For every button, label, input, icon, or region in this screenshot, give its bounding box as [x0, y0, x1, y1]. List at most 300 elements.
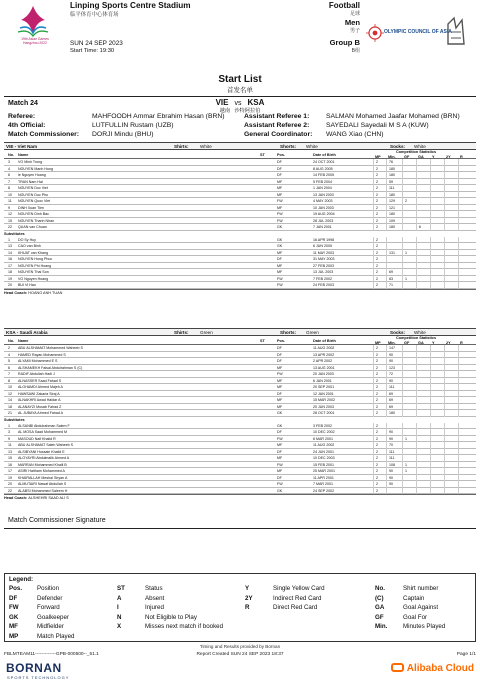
stat-mp: 2: [373, 263, 387, 270]
col-y: Y: [432, 341, 435, 345]
player-number: 11: [8, 443, 12, 447]
home-team-code: VIE: [215, 98, 229, 107]
player-position: DF: [277, 359, 282, 363]
legend-text: Midfielder: [37, 623, 64, 631]
player-name: ALSANBI Abdulrahman Salem F: [18, 423, 70, 428]
player-dob: 7 FEB 2002: [313, 276, 332, 281]
start-time: Start Time: 19:30: [70, 48, 115, 54]
asian-games-caption: 19th Asian Games Hangzhou 2022: [21, 37, 49, 45]
player-number: 6: [8, 365, 10, 370]
player-dob: 10 JAN 2003: [313, 205, 334, 210]
legend-code: 2Y: [245, 594, 253, 602]
player-name: TRAN Nam Hai: [18, 179, 43, 184]
player-number: 18: [8, 404, 12, 409]
stat-2y: [444, 488, 458, 495]
player-position: MF: [277, 205, 283, 210]
stat-mp: 2: [373, 410, 387, 417]
player-position: DF: [277, 430, 282, 434]
player-name: DO Sy Huy: [18, 237, 36, 242]
shorts-value: Green: [306, 330, 319, 335]
shorts-value: White: [306, 144, 318, 149]
player-position: DF: [277, 475, 282, 480]
stat-mp: 2: [373, 468, 387, 475]
player-position: MF: [277, 469, 283, 473]
player-number: 9: [8, 436, 10, 441]
shorts-label: Shorts:: [280, 144, 297, 149]
player-number: 15: [8, 456, 12, 460]
stat-mp: 2: [373, 166, 387, 173]
player-position: GK: [277, 423, 283, 428]
player-position: GK: [277, 237, 283, 242]
legend-item: [9, 585, 59, 592]
legend-code: No.: [375, 585, 385, 592]
legend-item: [117, 623, 223, 630]
player-number: 21: [8, 411, 12, 415]
player-number: 12: [8, 212, 12, 216]
match-commissioner-value: DORJI Mindu (BHU): [92, 131, 154, 138]
legend-text: Not Eligible to Play: [145, 613, 197, 621]
stat-mp: 2: [373, 185, 387, 192]
player-dob: 3 FEB 2002: [313, 423, 332, 428]
stat-mp: 2: [373, 243, 387, 250]
page-number: Page 1/1: [456, 652, 476, 657]
player-row: [4, 410, 476, 417]
player-dob: 13 APR 2002: [313, 352, 335, 357]
player-name: ALGHAMDI Ahmed Majeh A: [18, 385, 63, 389]
player-position: MF: [277, 378, 283, 383]
col-r: R: [460, 341, 463, 345]
legend-code: FW: [9, 604, 19, 612]
col-gf: GF: [404, 341, 410, 345]
stat-mp: 2: [373, 481, 387, 488]
player-dob: 6 JUN 2005: [313, 244, 332, 248]
legend-code: GF: [375, 613, 384, 621]
alibaba-cloud-logo: [391, 663, 474, 674]
legend-code: N: [117, 613, 122, 621]
stat-min: 69: [386, 391, 400, 398]
stat-min: 111: [386, 185, 400, 192]
player-position: MF: [277, 456, 283, 460]
team-title: KSA - Saudi Arabia: [6, 330, 48, 335]
legend-item: [117, 604, 164, 611]
shirts-label: Shirts:: [174, 144, 189, 149]
col-name: Name: [18, 339, 29, 343]
stat-mp: 2: [373, 192, 387, 199]
vs-label: vs: [234, 100, 242, 107]
player-name: ASIRI Haitham Mohammed A: [18, 469, 65, 473]
player-position: FW: [277, 199, 283, 203]
player-position: DF: [277, 166, 282, 171]
player-number: 1: [8, 237, 10, 242]
legend-text: Defender: [37, 594, 63, 602]
player-number: 3: [8, 160, 10, 164]
head-coach: [4, 494, 476, 501]
player-number: 22: [8, 225, 12, 229]
col-min: Min.: [388, 155, 396, 159]
stat-r: [458, 410, 472, 417]
legend-code: Y: [245, 585, 250, 592]
player-dob: 28 JUL 2003: [313, 218, 334, 223]
head-coach-name: HOANG ANH TUAN: [28, 290, 63, 295]
player-number: 8: [8, 186, 10, 190]
stat-min: 111: [386, 384, 400, 391]
legend-code: Pos.: [9, 585, 23, 592]
player-dob: 25 MAR 2001: [313, 469, 335, 473]
legend-item: [117, 614, 197, 621]
player-name: HAWSAWI Zakaria Siraj A: [18, 391, 60, 396]
stat-min: 111: [386, 449, 400, 456]
head-coach-label: Head Coach:: [4, 496, 28, 500]
stat-mp: 2: [373, 211, 387, 218]
player-name: ALANAYZI Musab Fahad Z: [18, 404, 62, 409]
teams-heading: [0, 98, 480, 107]
legend-text: Indirect Red Card: [273, 594, 322, 602]
column-header: [4, 150, 476, 159]
player-position: FW: [277, 462, 283, 467]
shirts-value: Green: [200, 330, 213, 335]
col-ga: GA: [418, 155, 424, 159]
group-name: Group B: [329, 38, 360, 47]
player-position: DF: [277, 257, 282, 261]
player-name: RADIF Abdullah Hadi J: [18, 372, 55, 376]
player-name: AL JUBAYA Ahmed Fahad A: [18, 411, 64, 415]
stat-min: 71: [386, 282, 400, 289]
stat-mp: 2: [373, 391, 387, 398]
player-position: MF: [277, 443, 283, 447]
legend-title: Legend:: [9, 576, 34, 583]
player-position: MF: [277, 385, 283, 389]
player-number: 10: [8, 192, 12, 197]
player-number: 16: [8, 462, 12, 467]
player-number: 15: [8, 218, 12, 223]
stat-min: 180: [386, 166, 400, 173]
player-dob: 31 MAY 2003: [313, 257, 335, 261]
player-position: MF: [277, 186, 283, 190]
stat-min: 109: [386, 218, 400, 225]
stat-mp: 2: [373, 365, 387, 372]
stat-min: 111: [386, 455, 400, 462]
player-position: FW: [277, 212, 283, 216]
stat-min: 90: [386, 475, 400, 482]
shirts-value: White: [200, 144, 212, 149]
player-position: MF: [277, 365, 283, 370]
legend-text: Goal Against: [403, 604, 439, 612]
head-coach-name: ALSHEHRI SAAD ALI S: [28, 496, 69, 500]
stat-mp: 2: [373, 276, 387, 283]
match-date: SUN 24 SEP 2023: [70, 40, 123, 47]
player-position: FW: [277, 283, 283, 287]
venue-name: Linping Sports Centre Stadium: [70, 1, 191, 10]
stat-min: 108: [386, 462, 400, 469]
player-number: 12: [8, 391, 12, 396]
player-name: NGUYEN Thanh Nhan: [18, 218, 55, 223]
player-dob: 11 MAY 2003: [313, 250, 335, 255]
asian-games-logo: [12, 4, 54, 52]
legend: [4, 573, 476, 642]
player-position: GK: [277, 411, 283, 415]
player-name: ALYAMI Mohammed E S: [18, 359, 58, 363]
stat-y: [430, 488, 444, 495]
signature-line: [4, 528, 476, 529]
legend-code: X: [117, 623, 122, 631]
stat-mp: 2: [373, 358, 387, 365]
stat-mp: 2: [373, 449, 387, 456]
col-pos: Pos.: [277, 153, 286, 157]
player-dob: 7 JAN 2001: [313, 225, 332, 229]
legend-text: Forward: [37, 604, 60, 612]
stat-mp: 2: [373, 404, 387, 411]
player-dob: 13 JAN 2003: [313, 192, 334, 197]
player-name: NGUYEN Dinh Bac: [18, 212, 49, 216]
stat-min: 90: [386, 352, 400, 359]
player-dob: 27 FEB 2003: [313, 263, 334, 268]
player-number: 14: [8, 250, 12, 255]
player-number: 7: [8, 372, 10, 376]
stat-mp: 2: [373, 436, 387, 443]
player-name: le Nguyen Hoang: [18, 173, 46, 177]
report-created: Report Created SUN 24 SEP 2023 18:37: [196, 652, 284, 657]
player-dob: 12 JAN 2001: [313, 391, 334, 396]
page-title-cn: 首发名单: [227, 87, 253, 94]
stat-min: 90: [386, 358, 400, 365]
report-code: FBLMTEAM11-------------GPB-000500--_51.1: [4, 652, 99, 657]
player-name: KHUAT van Khang: [18, 250, 49, 255]
player-name: NGUYEN Hong Phuc: [18, 257, 53, 261]
assistant-referee-1: [244, 113, 309, 120]
stat-min: [386, 488, 400, 495]
player-name: QUAN van Chuan: [18, 225, 47, 229]
player-number: 19: [8, 475, 12, 480]
col-st: ST: [260, 339, 265, 343]
player-position: DF: [277, 352, 282, 357]
player-name: BUI Vi Hao: [18, 283, 36, 287]
player-number: 19: [8, 276, 12, 281]
legend-text: Misses next match if booked: [145, 623, 224, 631]
socks-value: White: [414, 330, 426, 335]
mascot-emblem: [442, 14, 470, 50]
substitutes-heading: Substitutes: [4, 417, 25, 422]
home-team-cn: 越南: [219, 108, 231, 114]
stat-gf: 1: [402, 462, 416, 469]
alibaba-icon: [391, 663, 404, 672]
player-position: GK: [277, 244, 283, 248]
player-dob: 5 FEB 2004: [313, 179, 332, 184]
player-row: [4, 282, 476, 289]
stat-min: 131: [386, 250, 400, 257]
player-name: NGUYEN Manh Hung: [18, 166, 53, 171]
stat-mp: 2: [373, 378, 387, 385]
player-name: NGUYEN Duc Viet: [18, 186, 48, 190]
stat-min: 69: [386, 397, 400, 404]
player-position: MF: [277, 250, 283, 255]
legend-code: GA: [375, 604, 385, 612]
alibaba-cloud-text: Alibaba Cloud: [406, 663, 474, 674]
player-number: 13: [8, 449, 12, 454]
legend-item: [375, 585, 438, 592]
legend-code: MP: [9, 633, 19, 640]
stat-gf: [402, 224, 416, 231]
player-number: 5: [8, 359, 10, 363]
stat-ga: [416, 410, 430, 417]
stat-gf: 1: [402, 468, 416, 475]
legend-code: MF: [9, 623, 18, 631]
stat-mp: 2: [373, 250, 387, 257]
player-position: FW: [277, 218, 283, 223]
col-min: Min.: [388, 341, 396, 345]
player-name: ALSIBYANI Hussain Khalid E: [18, 449, 65, 454]
stat-mp: 2: [373, 397, 387, 404]
stat-2y: [444, 224, 458, 231]
player-dob: 16 APR 1998: [313, 237, 335, 242]
player-name: ALMUTAIRI Nawaf Abdullah S: [18, 482, 67, 486]
player-number: 3: [8, 430, 10, 434]
legend-item: [375, 604, 438, 611]
referee-value: MAHFOODH Ammar Ebrahim Hasan (BRN): [92, 113, 225, 120]
legend-text: Shirt number: [403, 585, 439, 592]
stat-2y: [444, 410, 458, 417]
stat-mp: 2: [373, 224, 387, 231]
fourth-official: [8, 122, 45, 129]
legend-item: [245, 595, 322, 602]
player-dob: 11 APR 2001: [313, 475, 334, 480]
player-position: DF: [277, 449, 282, 454]
col-name: Name: [18, 153, 29, 157]
team-bar: [4, 142, 476, 150]
player-dob: 24 SEP 2002: [313, 488, 335, 493]
player-position: GK: [277, 488, 283, 493]
stat-mp: 2: [373, 462, 387, 469]
player-dob: 15 MAR 2002: [313, 398, 335, 402]
socks-label: Socks:: [390, 330, 406, 335]
player-position: DF: [277, 173, 282, 177]
stat-mp: 2: [373, 455, 387, 462]
col-st: ST: [260, 153, 265, 157]
player-name: KHAIRALLAH Meshal Siryan A: [18, 475, 68, 480]
legend-code: R: [245, 604, 250, 612]
player-name: ALNAKHRI Awad Haidar A: [18, 398, 61, 402]
player-number: 10: [8, 385, 12, 389]
shirts-label: Shirts:: [174, 330, 189, 335]
stat-min: 90: [386, 468, 400, 475]
stat-ga: 6: [416, 224, 430, 231]
stat-min: 90: [386, 436, 400, 443]
player-position: DF: [277, 391, 282, 396]
player-number: 8: [8, 378, 10, 383]
player-position: MF: [277, 398, 283, 402]
stat-mp: 2: [373, 269, 387, 276]
legend-item: [375, 614, 427, 621]
stat-min: 129: [386, 198, 400, 205]
legend-item: [245, 585, 325, 592]
sport-name: Football: [328, 1, 360, 10]
stat-min: 180: [386, 410, 400, 417]
venue-name-cn: 临平体育中心体育场: [70, 12, 119, 18]
player-dob: 19 AUG 2004: [313, 212, 335, 216]
player-dob: 24 FEB 2003: [313, 283, 334, 287]
assistant-referee-2-label: Assistant Referee 2:: [244, 122, 310, 129]
stat-min: 180: [386, 172, 400, 179]
stat-y: [430, 410, 444, 417]
stat-y: [430, 282, 444, 289]
bornan-logo: BORNAN: [6, 661, 62, 675]
legend-code: ST: [117, 585, 125, 592]
stat-ga: [416, 282, 430, 289]
team-table-vie: [4, 142, 476, 296]
legend-text: Direct Red Card: [273, 604, 318, 612]
player-position: MF: [277, 404, 283, 409]
legend-text: Single Yellow Card: [273, 585, 325, 592]
stat-mp: 2: [373, 475, 387, 482]
player-dob: 2 APR 2002: [313, 359, 333, 363]
shorts-label: Shorts:: [280, 330, 297, 335]
player-position: GK: [277, 225, 283, 229]
team-bar: [4, 328, 476, 336]
fourth-official-value: LUTFULLIN Rustam (UZB): [92, 122, 174, 129]
legend-text: Absent: [145, 594, 165, 602]
timing-note: Timing and Results provided by Bornan: [199, 644, 281, 649]
group-name-cn: B组: [351, 48, 360, 54]
team-title: VIE - Viet Nam: [6, 144, 38, 149]
player-number: 17: [8, 469, 12, 473]
stat-r: [458, 488, 472, 495]
away-team-code: KSA: [247, 98, 265, 107]
stat-min: 121: [386, 205, 400, 212]
bornan-tagline: SPORTS TECHNOLOGY: [7, 675, 70, 680]
player-dob: 11 AUG 2002: [313, 346, 335, 350]
player-dob: 15 FEB 2001: [313, 462, 334, 467]
legend-text: Captain: [403, 594, 425, 602]
player-name: NGUYEN Quoc Viet: [18, 199, 51, 203]
player-number: 22: [8, 488, 12, 493]
player-name: NGUYEN Thai Son: [18, 270, 49, 274]
stat-mp: 2: [373, 218, 387, 225]
stat-min: 59: [386, 179, 400, 186]
stat-y: [430, 224, 444, 231]
stat-gf: [402, 410, 416, 417]
col-2y: 2Y: [446, 155, 451, 159]
player-number: 6: [8, 173, 10, 177]
oca-text: OLYMPIC COUNCIL OF ASIA: [384, 29, 452, 35]
col-pos: Pos.: [277, 339, 286, 343]
legend-code: DF: [9, 594, 18, 602]
player-name: CAO van Binh: [18, 244, 41, 248]
player-name: ALABSI Mohammed Saleem H: [18, 488, 68, 493]
legend-code: A: [117, 594, 122, 602]
player-number: 20: [8, 482, 12, 486]
player-dob: 8 AUG 2005: [313, 166, 333, 171]
stat-gf: 2: [402, 198, 416, 205]
oca-logo: [366, 18, 452, 48]
player-dob: 24 OCT 2001: [313, 160, 335, 164]
legend-text: Position: [37, 585, 60, 592]
column-header: [4, 336, 476, 345]
legend-code: I: [117, 604, 119, 612]
stat-mp: 2: [373, 384, 387, 391]
legend-item: [245, 604, 317, 611]
player-dob: 6 MAR 2001: [313, 436, 333, 441]
stat-r: [458, 224, 472, 231]
legend-item: [9, 623, 64, 630]
player-position: FW: [277, 372, 283, 376]
col-r: R: [460, 155, 463, 159]
stat-mp: 2: [373, 488, 387, 495]
legend-text: Match Played: [37, 633, 75, 640]
player-row: [4, 488, 476, 495]
player-dob: 10 DEC 2003: [313, 456, 335, 460]
col-gf: GF: [404, 155, 410, 159]
player-name: ALOYAYRI Abdulmalik Ahmed A: [18, 456, 70, 460]
stat-mp: 2: [373, 159, 387, 166]
